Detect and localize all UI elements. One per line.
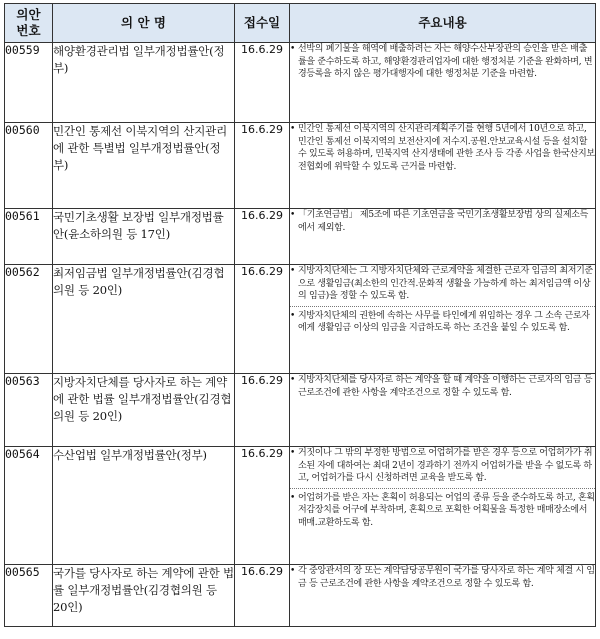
received-date: 16.6.29 <box>235 447 290 565</box>
main-content <box>290 123 596 209</box>
bill-title: 국가를 당사자로 하는 계약에 관한 법률 일부개정법률안(김경협의원 등 20인) <box>53 565 235 627</box>
bill-number: 00562 <box>5 265 53 374</box>
content-bullet: • 지방자치단체를 당사자로 하는 계약을 할 때 계약을 이행하는 근로자의 임금 등 근로조건에 관한 사항을 계약조건으로 정할 수 있도록 함. <box>290 374 595 399</box>
main-content <box>290 447 596 565</box>
bill-table <box>4 3 596 627</box>
bill-number: 00564 <box>5 447 53 565</box>
received-date: 16.6.29 <box>235 565 290 627</box>
table-row <box>5 565 596 627</box>
bill-number: 00563 <box>5 374 53 447</box>
bill-number: 00561 <box>5 209 53 265</box>
table-row <box>5 447 596 565</box>
table-header-row <box>5 4 596 43</box>
main-content <box>290 565 596 627</box>
content-bullet: • 선박의 폐기물을 해역에 배출하려는 자는 해양수산부장관의 승인을 받은 배출률을 준수하도록 하고, 해양환경관리업자에 대한 행정처분 기준을 완화하며, 변경등록을 하지 않은 평가대행자에 대한 행정처분 기준을 마련함. <box>290 43 595 81</box>
content-bullet: • 지방자치단체는 그 지방자치단체와 근로계약을 체결한 근로자 임금의 최저기준으로 생활임금(최소한의 인간적.문화적 생활을 가능하게 하는 최저임금액 이상의 임금)을 정할 수 있도록 함. <box>290 265 595 303</box>
bill-number: 00559 <box>5 43 53 123</box>
main-content <box>290 374 596 447</box>
bill-title: 민간인 통제선 이북지역의 산지관리에 관한 특별법 일부개정법률안(정부) <box>53 123 235 209</box>
content-bullet: • 민간인 통제선 이북지역의 산지관리계획주기를 현행 5년에서 10년으로 하고, 민간인 통제선 이북지역의 보전산지에 저수지.공원.안보교육시설 등을 설치할 수 있도록 허용하며, 민북지역 산지생태에 관한 조사 등 각종 사업을 한국산지보전협회에 위탁할 수 있도록 근거를 마련함. <box>290 123 595 173</box>
received-date: 16.6.29 <box>235 123 290 209</box>
bill-title: 지방자치단체를 당사자로 하는 계약에 관한 법률 일부개정법률안(김경협의원 등 20인) <box>53 374 235 447</box>
bill-title: 최저임금법 일부개정법률안(김경협의원 등 20인) <box>53 265 235 374</box>
table-row <box>5 123 596 209</box>
bill-title: 해양환경관리법 일부개정법률안(정부) <box>53 43 235 123</box>
received-date: 16.6.29 <box>235 209 290 265</box>
table-row <box>5 265 596 374</box>
content-bullet: • 「기초연금법」 제5조에 따른 기초연금을 국민기초생활보장법 상의 실제소득에서 제외함. <box>290 209 595 234</box>
main-content <box>290 43 596 123</box>
received-date: 16.6.29 <box>235 265 290 374</box>
table-row <box>5 374 596 447</box>
content-bullet: • 각 중앙관서의 장 또는 계약담당공무원이 국가를 당사자로 하는 계약 체결 시 임금 등 근로조건에 관한 사항을 계약조건으로 정할 수 있도록 함. <box>290 565 595 590</box>
header-bill-number: 의안 번호 <box>5 4 53 43</box>
bill-title: 수산업법 일부개정법률안(정부) <box>53 447 235 565</box>
main-content <box>290 265 596 374</box>
content-bullet: • 거짓이나 그 밖의 부정한 방법으로 어업허가를 받은 경우 등으로 어업허가가 취소된 자에 대하여는 최대 2년이 경과하기 전까지 어업허가를 받을 수 없도록 하고, 어업허가를 다시 신청하려면 교육을 받도록 함. <box>290 447 595 485</box>
bill-number: 00560 <box>5 123 53 209</box>
content-bullet: • 어업허가를 받은 자는 혼획이 허용되는 어업의 종류 등을 준수하도록 하고, 혼획 저감장치를 어구에 부착하며, 혼획으로 포획한 어획물을 특정한 매매장소에서 매매.교환하도록 함. <box>290 488 595 530</box>
received-date: 16.6.29 <box>235 43 290 123</box>
content-bullet: • 지방자치단체의 권한에 속하는 사무를 타인에게 위임하는 경우 그 소속 근로자에게 생활임금 이상의 임금을 지급하도록 하는 조건을 붙일 수 있도록 함. <box>290 306 595 335</box>
table-row <box>5 43 596 123</box>
header-bill-title: 의 안 명 <box>53 4 235 43</box>
header-received-date: 접수일 <box>235 4 290 43</box>
header-main-content: 주요내용 <box>290 4 596 43</box>
bill-number: 00565 <box>5 565 53 627</box>
received-date: 16.6.29 <box>235 374 290 447</box>
bill-title: 국민기초생활 보장법 일부개정법률안(윤소하의원 등 17인) <box>53 209 235 265</box>
main-content <box>290 209 596 265</box>
table-row <box>5 209 596 265</box>
